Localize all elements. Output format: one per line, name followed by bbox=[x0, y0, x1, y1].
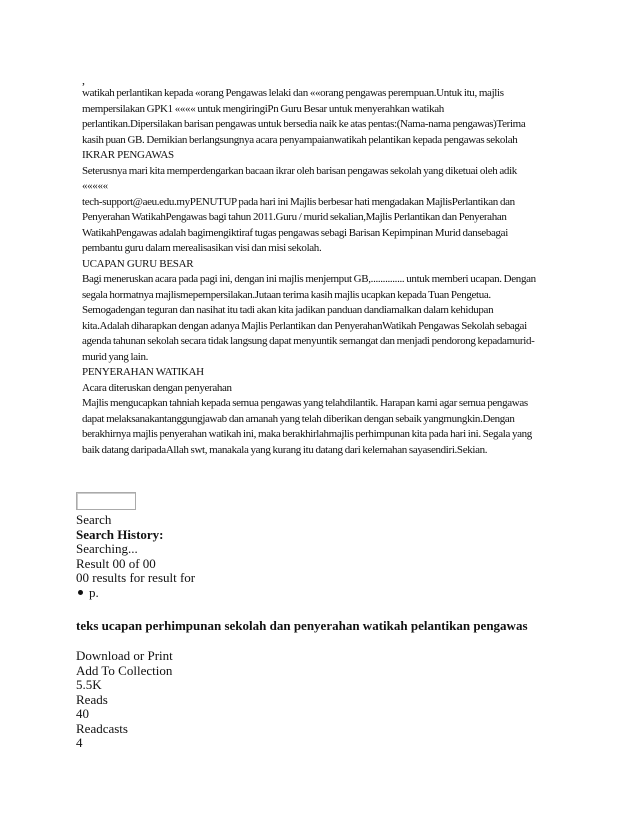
search-panel bbox=[76, 492, 596, 751]
text-line: tech-support@aeu.edu.myPENUTUP pada hari ini Majlis berbesar hati mengadakan MajlisPerlantikan dan bbox=[82, 195, 515, 208]
text-line: ««««« bbox=[82, 180, 108, 192]
add-to-collection-link[interactable]: Add To Collection bbox=[76, 662, 173, 678]
section-heading: PENYERAHAN WATIKAH bbox=[82, 366, 204, 378]
text-line: Semogadengan teguran dan nasihat itu tadi akan kita jadikan panduan dandiamalkan dalam kehidupan bbox=[82, 304, 494, 316]
reads-label: Reads bbox=[76, 691, 108, 707]
search-input[interactable] bbox=[76, 492, 136, 510]
text-line: baik datang daripadaAllah swt, manakala yang kurang itu datang dari kelemahan sayasendiri.Sekian. bbox=[82, 443, 488, 456]
search-history-label: Search History: bbox=[76, 526, 164, 542]
text-line: kita.Adalah diharapkan dengan adanya Majlis Perlantikan dan PenyerahanWatikah Pengawas Sekolah sebagai bbox=[82, 319, 527, 332]
results-for-text: 00 results for result for bbox=[76, 570, 196, 585]
section-heading: IKRAR PENGAWAS bbox=[82, 149, 174, 161]
section-heading: UCAPAN GURU BESAR bbox=[82, 257, 194, 270]
readcasts-label: Readcasts bbox=[76, 720, 128, 736]
readcasts-count: 4 bbox=[76, 735, 83, 750]
text-line: mempersilakan GPK1 «««« untuk mengiringiPn Guru Besar untuk menyerahkan watikah bbox=[82, 102, 444, 115]
text-line: watikah perlantikan kepada «orang Pengawas lelaki dan ««orang pengawas perempuan.Untuk itu, majlis bbox=[82, 87, 504, 99]
text-line: WatikahPengawas adalah bagimengiktiraf tugas pengawas sebagi Barisan Kepimpinan Murid dansebagai bbox=[82, 226, 508, 239]
text-line: Acara diteruskan dengan penyerahan bbox=[82, 381, 232, 394]
text-line: Bagi meneruskan acara pada pagi ini, dengan ini majlis menjemput GB,.............. untuk memberi ucapan. Dengan bbox=[82, 273, 536, 285]
text-line: dapat melaksanakantanggungjawab dan amanah yang telah diberikan dengan sebaik yangmungkin.Dengan bbox=[82, 412, 515, 425]
leading-comma: , bbox=[82, 73, 85, 87]
document-title: teks ucapan perhimpunan sekolah dan penyerahan watikah pelantikan pengawas bbox=[76, 618, 528, 633]
text-line: murid yang lain. bbox=[82, 350, 149, 363]
section-ikrar bbox=[82, 148, 572, 257]
text-line: Majlis mengucapkan tahniah kepada semua pengawas yang telahdilantik. Harapan kami agar semua pengawas bbox=[82, 397, 528, 409]
result-count: Result 00 of 00 bbox=[76, 555, 156, 571]
section-ucapan bbox=[82, 257, 572, 366]
search-status: Searching... bbox=[76, 541, 138, 556]
text-line: berakhirnya majlis penyerahan watikah ini, maka berakhirlahmajlis perhimpunan kita pada hari ini. Segala yang bbox=[82, 428, 532, 440]
text-line: segala hormatnya majlismepempersilakan.Jutaan terima kasih majlis ucapkan kepada Tuan Pengetua. bbox=[82, 288, 491, 301]
bullet-icon bbox=[78, 590, 83, 595]
document-body bbox=[82, 74, 572, 458]
section-penyerahan bbox=[82, 365, 572, 458]
text-line: kasih puan GB. Demikian berlangsungnya acara penyampaianwatikah pelantikan kepada pengawas sekolah bbox=[82, 133, 518, 146]
download-print-link[interactable]: Download or Print bbox=[76, 648, 173, 663]
text-line: perlantikan.Dipersilakan barisan pengawas untuk bersedia naik ke atas pentas:(Nama-nama pengawas)Terima bbox=[82, 118, 526, 130]
search-label[interactable]: Search bbox=[76, 512, 112, 527]
document-meta bbox=[76, 649, 596, 751]
text-line: Seterusnya mari kita memperdengarkan bacaan ikrar oleh barisan pengawas sekolah yang diketuai oleh adik bbox=[82, 164, 517, 177]
views-count: 5.5K bbox=[76, 677, 102, 692]
list-item-text: p. bbox=[89, 584, 99, 600]
text-line: Penyerahan WatikahPengawas bagi tahun 2011.Guru / murid sekalian,Majlis Perlantikan dan Penyerahan bbox=[82, 211, 507, 223]
reads-count: 40 bbox=[76, 706, 89, 721]
text-line: agenda tahunan sekolah secara tidak langsung dapat menyuntik semangat dan menjadi pendorong kepadamurid- bbox=[82, 335, 535, 347]
list-item bbox=[76, 586, 596, 601]
intro-paragraph bbox=[82, 86, 572, 148]
text-line: pembantu guru dalam merealisasikan visi dan misi sekolah. bbox=[82, 242, 322, 254]
